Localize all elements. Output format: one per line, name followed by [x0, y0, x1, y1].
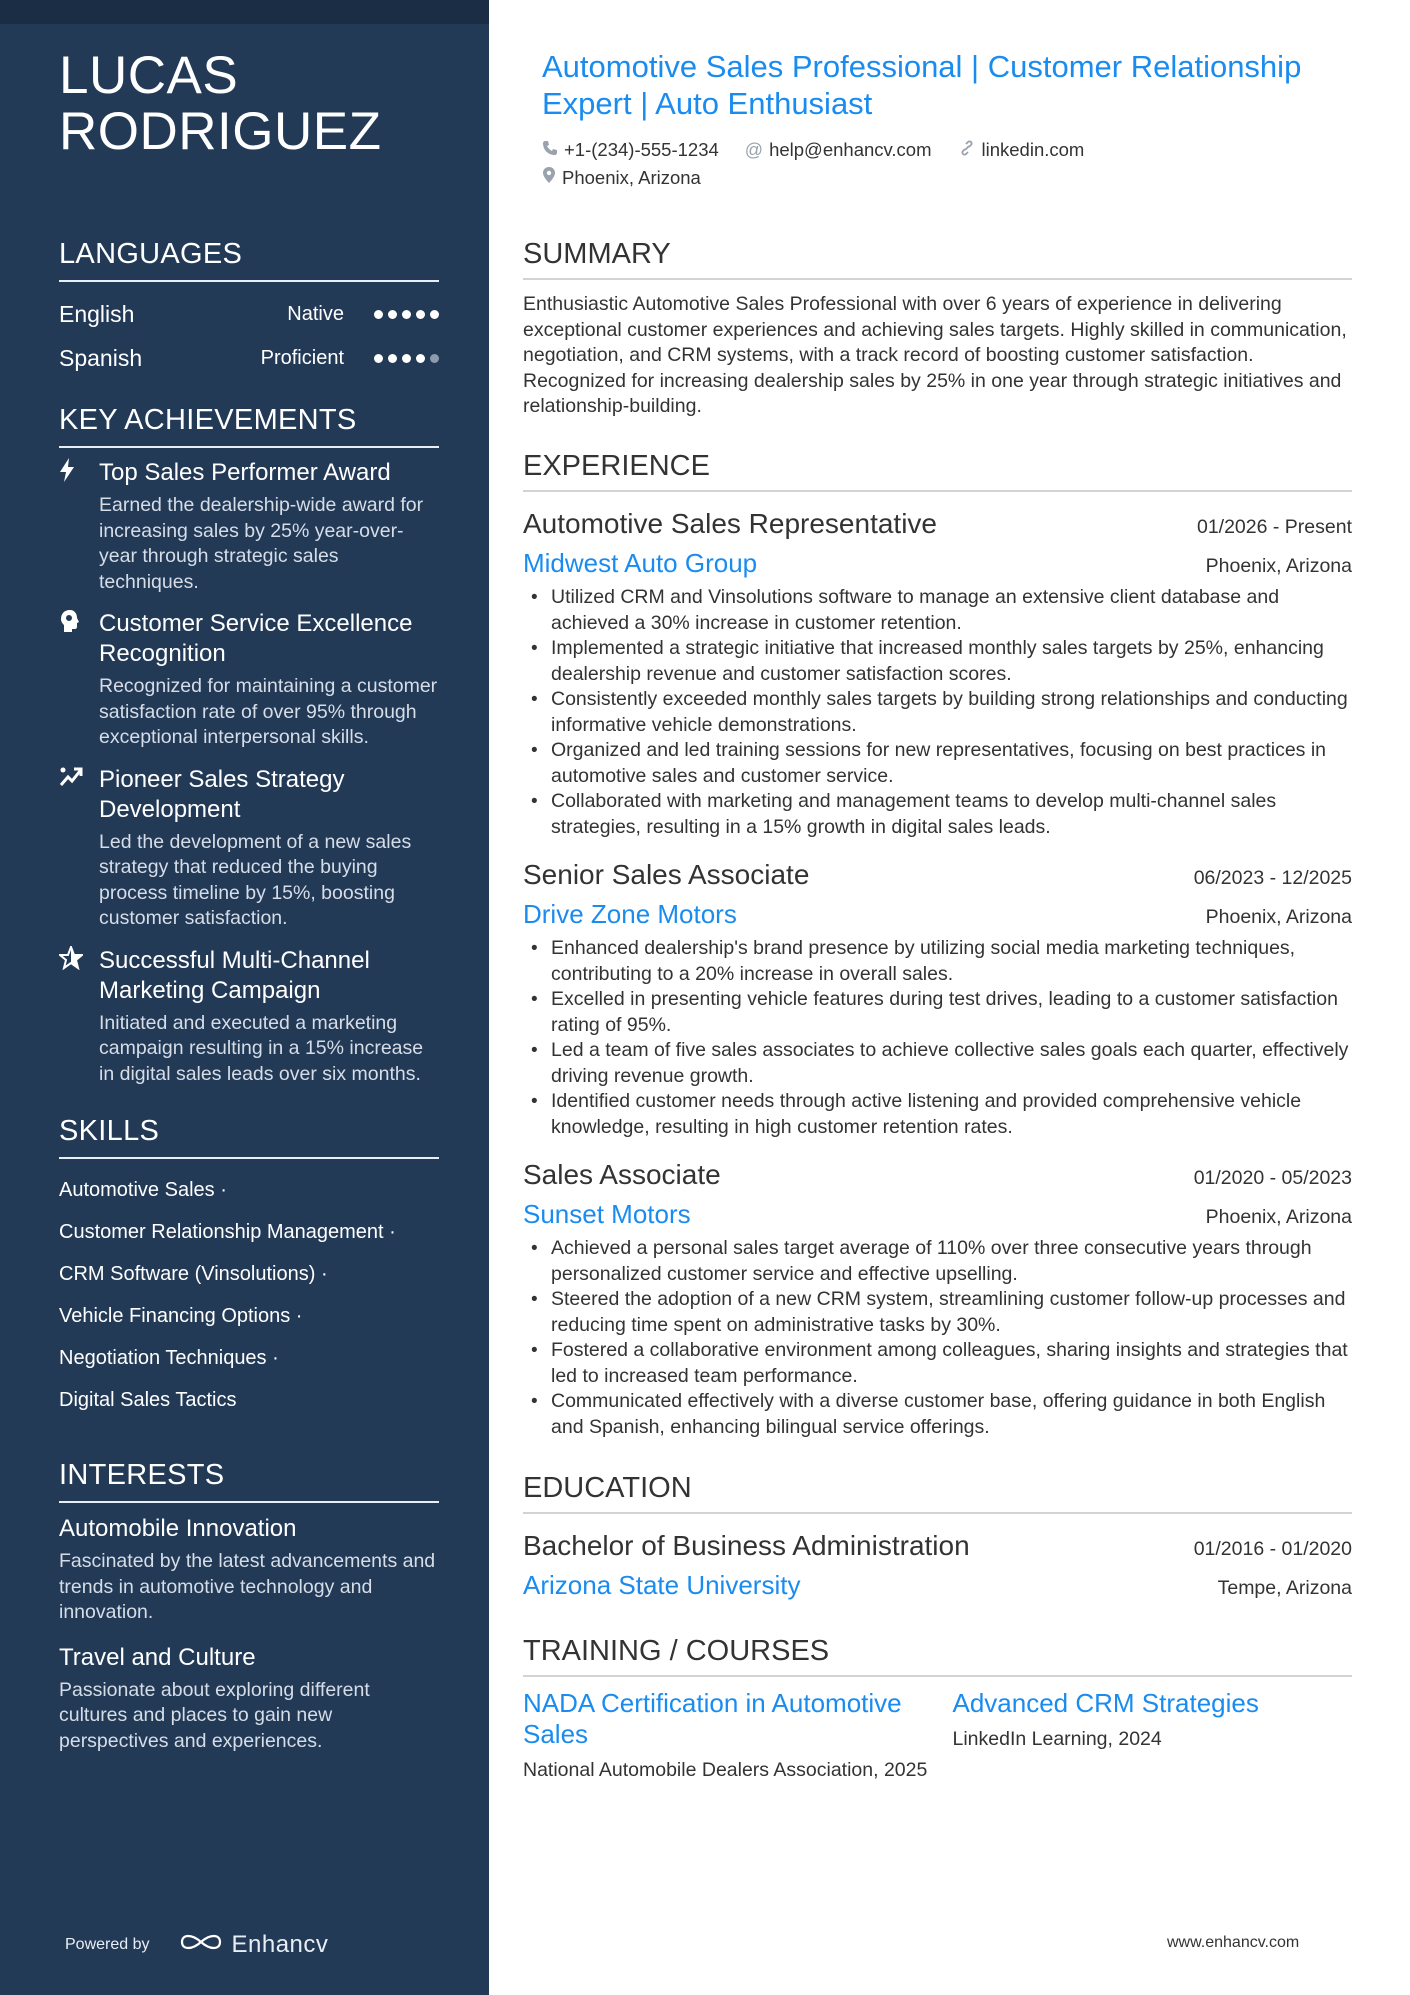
- phone-text: +1-(234)-555-1234: [564, 139, 719, 160]
- job-bullet: • Fostered a collaborative environment among colleagues, sharing insights and strategies that led to increased team performance.: [523, 1338, 1352, 1389]
- job-bullet: • Excelled in presenting vehicle features during test drives, leading to a customer satisfaction rating of 95%.: [523, 987, 1352, 1038]
- job-dates: 01/2020 - 05/2023: [1193, 1167, 1352, 1189]
- job-location: Phoenix, Arizona: [1205, 555, 1352, 577]
- education-location: Tempe, Arizona: [1217, 1577, 1352, 1599]
- rating-dot: [374, 310, 383, 319]
- job-company: Sunset Motors: [523, 1199, 691, 1229]
- achievement-item: [59, 765, 439, 932]
- job-company: Drive Zone Motors: [523, 899, 737, 929]
- sidebar: [0, 0, 489, 1995]
- skill-item: Automotive Sales ·: [59, 1179, 227, 1201]
- contact-email[interactable]: [745, 136, 932, 164]
- language-row: [59, 292, 439, 336]
- job-bullets: [523, 936, 1352, 1140]
- education-title: EDUCATION: [523, 1470, 1352, 1514]
- job-bullet: • Collaborated with marketing and management teams to develop multi-channel sales strategies, resulting in a 15% growth in digital sales leads.: [523, 789, 1352, 840]
- rating-dot: [416, 310, 425, 319]
- rating-dot-empty: [430, 354, 439, 363]
- lightning-icon: [59, 458, 99, 595]
- job-bullets: [523, 1236, 1352, 1440]
- growth-icon: [59, 765, 99, 932]
- job-dates: 01/2026 - Present: [1196, 516, 1352, 538]
- job-bullet: • Led a team of five sales associates to achieve collective sales goals each quarter, effectively driving revenue growth.: [523, 1038, 1352, 1089]
- education-entry: [523, 1527, 1352, 1605]
- job-dates: 06/2023 - 12/2025: [1193, 867, 1352, 889]
- sidebar-content: [59, 48, 439, 1770]
- interests-title: INTERESTS: [59, 1457, 439, 1503]
- phone-icon: [542, 136, 558, 164]
- interest-desc: Passionate about exploring different cultures and places to gain new perspectives and experiences.: [59, 1678, 370, 1752]
- contact-row: [542, 136, 1352, 164]
- language-level: Native: [287, 302, 344, 325]
- summary-title: SUMMARY: [523, 236, 1352, 280]
- achievement-title: Successful Multi-Channel Marketing Campaign: [99, 946, 370, 1004]
- achievement-desc: Led the development of a new sales strategy that reduced the buying process timeline by 15%, boosting customer satisfaction.: [99, 830, 412, 929]
- course-title: Advanced CRM Strategies: [952, 1688, 1259, 1718]
- skill-item: Vehicle Financing Options ·: [59, 1305, 303, 1327]
- footer-url[interactable]: www.enhancv.com: [1167, 1934, 1300, 1951]
- language-rating: [374, 310, 439, 319]
- headline: Automotive Sales Professional | Customer Relationship Expert | Auto Enthusiast: [542, 49, 1302, 121]
- training-title: TRAINING / COURSES: [523, 1633, 1352, 1677]
- interest-title: Travel and Culture: [59, 1643, 256, 1671]
- job-bullet: • Consistently exceeded monthly sales targets by building strong relationships and conducting informative vehicle demonstrations.: [523, 687, 1352, 738]
- job-entry: [523, 856, 1352, 1140]
- rating-dot: [374, 354, 383, 363]
- course-title: NADA Certification in Automotive Sales: [523, 1688, 902, 1749]
- school: Arizona State University: [523, 1570, 801, 1600]
- sidebar-top-bar: [0, 0, 489, 24]
- achievement-title: Top Sales Performer Award: [99, 459, 391, 486]
- skill-item: Customer Relationship Management ·: [59, 1221, 396, 1243]
- rating-dot: [430, 310, 439, 319]
- summary-text: Enthusiastic Automotive Sales Professional with over 6 years of experience in delivering exceptional customer experiences and achieving sales targets. Highly skilled in communication, negotiation, and CRM systems, with a track record of boosting customer satisfaction. Recognized for increasing dealership sales by 25% in one year through strategic initiatives and relationship-building.: [523, 293, 1347, 417]
- interests-section: [59, 1457, 439, 1754]
- contact-location: [542, 164, 701, 192]
- job-bullet: • Communicated effectively with a diverse customer base, offering guidance in both English and Spanish, enhancing bilingual service offerings.: [523, 1389, 1352, 1440]
- linkedin-text: linkedin.com: [981, 139, 1085, 160]
- contact-info: [542, 136, 1352, 192]
- achievement-title: Pioneer Sales Strategy Development: [99, 765, 345, 823]
- achievements-section: [59, 402, 439, 1087]
- job-entry: [523, 1156, 1352, 1440]
- language-rating: [374, 354, 439, 363]
- powered-by-label: Powered by: [65, 1935, 150, 1953]
- candidate-name: [59, 48, 439, 160]
- head-icon: [59, 609, 99, 751]
- job-location: Phoenix, Arizona: [1205, 906, 1352, 928]
- job-bullets: [523, 585, 1352, 840]
- name-first: LUCAS: [59, 46, 239, 105]
- job-title: Sales Associate: [523, 1159, 721, 1190]
- achievement-desc: Initiated and executed a marketing campaign resulting in a 15% increase in digital sales leads over six months.: [99, 1011, 424, 1085]
- education-dates: 01/2016 - 01/2020: [1193, 1538, 1352, 1560]
- powered-by: [65, 1930, 328, 1959]
- interest-desc: Fascinated by the latest advancements and trends in automotive technology and innovation.: [59, 1550, 436, 1623]
- location-text: Phoenix, Arizona: [562, 167, 701, 188]
- languages-section: [59, 236, 439, 380]
- skill-item: CRM Software (Vinsolutions) ·: [59, 1263, 328, 1285]
- star-icon: [59, 946, 99, 1088]
- achievement-desc: Recognized for maintaining a customer satisfaction rate of over 95% through exceptional interpersonal skills.: [99, 675, 438, 748]
- skills-title: SKILLS: [59, 1113, 439, 1159]
- course-desc: National Automobile Dealers Association, 2025: [523, 1759, 928, 1781]
- rating-dot: [416, 354, 425, 363]
- job-bullet: • Organized and led training sessions for new representatives, focusing on best practices in automotive sales and customer service.: [523, 738, 1352, 789]
- interest-title: Automobile Innovation: [59, 1515, 297, 1542]
- rating-dot: [402, 310, 411, 319]
- achievement-item: [59, 609, 439, 751]
- degree: Bachelor of Business Administration: [523, 1530, 970, 1561]
- language-name: Spanish: [59, 344, 143, 371]
- job-bullet: • Steered the adoption of a new CRM system, streamlining customer follow-up processes and reducing time spent on administrative tasks by 30%.: [523, 1287, 1352, 1338]
- course-item: [523, 1688, 952, 1784]
- achievement-title: Customer Service Excellence Recognition: [99, 610, 413, 667]
- skill-item: Negotiation Techniques ·: [59, 1347, 279, 1369]
- languages-title: LANGUAGES: [59, 236, 439, 282]
- rating-dot: [402, 354, 411, 363]
- rating-dot: [388, 310, 397, 319]
- experience-title: EXPERIENCE: [523, 448, 1352, 492]
- courses: [523, 1688, 1352, 1784]
- language-level: Proficient: [260, 346, 344, 369]
- job-location: Phoenix, Arizona: [1205, 1206, 1352, 1228]
- enhancv-logo-icon: [178, 1930, 224, 1959]
- job-bullet: • Utilized CRM and Vinsolutions software to manage an extensive client database and achieved a 30% increase in customer retention.: [523, 585, 1352, 636]
- job-title: Automotive Sales Representative: [523, 508, 937, 539]
- achievement-item: [59, 946, 439, 1088]
- language-name: English: [59, 300, 135, 327]
- skill-item: Digital Sales Tactics: [59, 1389, 237, 1411]
- job-bullet: • Enhanced dealership's brand presence by utilizing social media marketing techniques, contributing to a 20% increase in overall sales.: [523, 936, 1352, 987]
- job-title: Senior Sales Associate: [523, 859, 810, 890]
- language-row: [59, 336, 439, 380]
- achievement-item: [59, 458, 439, 595]
- job-bullet: • Achieved a personal sales target average of 110% over three consecutive years through personalized customer service and effective upselling.: [523, 1236, 1352, 1287]
- name-last: RODRIGUEZ: [59, 102, 382, 161]
- course-desc: LinkedIn Learning, 2024: [952, 1728, 1162, 1750]
- job-entry: [523, 505, 1352, 840]
- job-bullet: • Identified customer needs through active listening and provided comprehensive vehicle knowledge, resulting in high customer retention rates.: [523, 1089, 1352, 1140]
- achievement-desc: Earned the dealership-wide award for increasing sales by 25% year-over-year through strategic sales techniques.: [99, 494, 424, 593]
- job-company: Midwest Auto Group: [523, 548, 758, 578]
- location-pin-icon: [542, 164, 556, 192]
- skills-section: [59, 1113, 439, 1421]
- job-bullet: • Implemented a strategic initiative that increased monthly sales targets by 25%, enhancing dealership revenue and customer satisfaction scores.: [523, 636, 1352, 687]
- rating-dot: [388, 354, 397, 363]
- email-text: help@enhancv.com: [769, 139, 932, 160]
- contact-row: [542, 164, 1352, 192]
- at-icon: @: [744, 140, 764, 160]
- contact-phone: [542, 136, 719, 164]
- contact-linkedin[interactable]: [958, 136, 1085, 164]
- enhancv-brand: Enhancv: [231, 1930, 329, 1958]
- achievements-title: KEY ACHIEVEMENTS: [59, 402, 439, 448]
- link-icon: [958, 136, 976, 164]
- course-item: [952, 1688, 1352, 1784]
